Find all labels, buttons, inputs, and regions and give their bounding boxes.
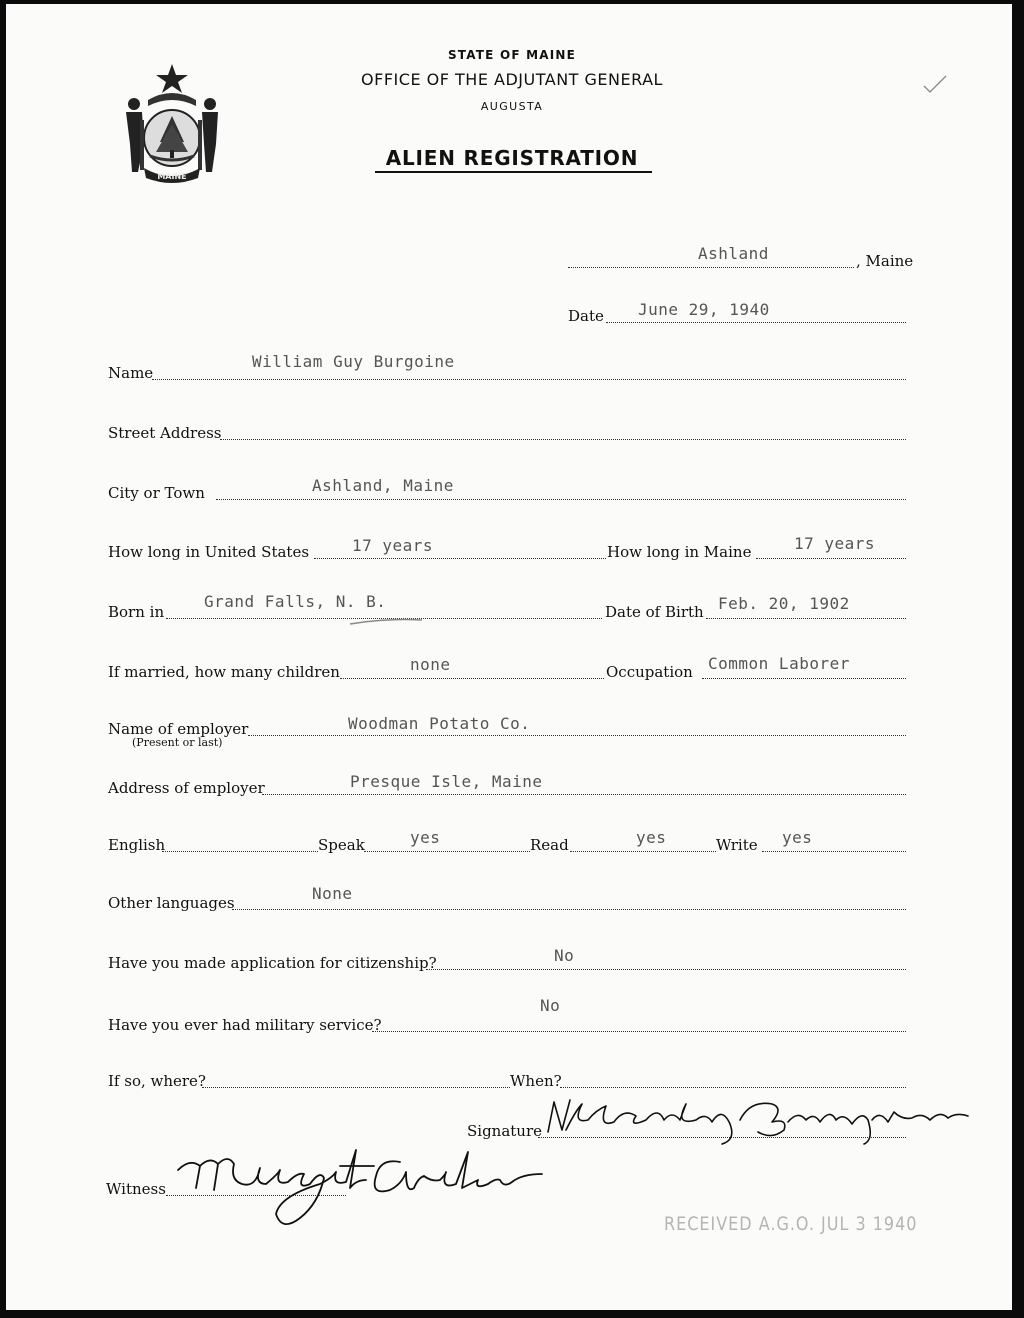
header-office: OFFICE OF THE ADJUTANT GENERAL (361, 70, 663, 89)
signature-text: William Guy Burgoine (536, 1090, 548, 1091)
name-value: William Guy Burgoine (252, 352, 455, 371)
header-city: AUGUSTA (480, 100, 544, 113)
dob-label: Date of Birth (605, 603, 704, 621)
street-label: Street Address (108, 424, 222, 442)
how-long-me-line (756, 558, 906, 559)
street-line (220, 439, 906, 440)
write-line (762, 851, 906, 852)
city-value: Ashland, Maine (312, 476, 454, 495)
military-line (372, 1031, 906, 1032)
how-long-me-label: How long in Maine (607, 543, 752, 561)
when-label: When? (510, 1072, 562, 1090)
dob-line (706, 618, 906, 619)
witness-signature (170, 1144, 550, 1234)
employer-line (248, 735, 906, 736)
children-label: If married, how many children (108, 663, 340, 681)
dob-value: Feb. 20, 1902 (718, 594, 850, 613)
write-label: Write (716, 836, 758, 854)
town-line (568, 267, 854, 268)
other-languages-label: Other languages (108, 894, 235, 912)
when-line (560, 1087, 906, 1088)
employer-address-label: Address of employer (108, 779, 265, 797)
where-label: If so, where? (108, 1072, 206, 1090)
military-value: No (540, 996, 561, 1015)
where-line (202, 1087, 510, 1088)
english-label: English (108, 836, 166, 854)
title-underline (375, 171, 652, 173)
speak-value: yes (410, 828, 441, 847)
speak-line (364, 851, 530, 852)
header-state: STATE OF MAINE (447, 48, 577, 62)
born-label: Born in (108, 603, 165, 621)
other-languages-value: None (312, 884, 353, 903)
employer-value: Woodman Potato Co. (348, 714, 531, 733)
date-value: June 29, 1940 (638, 300, 770, 319)
english-line (162, 851, 318, 852)
employer-sublabel: (Present or last) (132, 736, 223, 749)
witness-text: Margaret Greenlaw (170, 1144, 181, 1145)
how-long-us-label: How long in United States (108, 543, 310, 561)
how-long-us-line (314, 558, 606, 559)
town-value: Ashland (698, 244, 769, 263)
how-long-me-value: 17 years (794, 534, 876, 553)
employer-label: Name of employer (108, 720, 249, 738)
military-label: Have you ever had military service? (108, 1016, 382, 1034)
received-stamp: RECEIVED A.G.O. JUL 3 1940 (664, 1212, 918, 1235)
occupation-value: Common Laborer (708, 654, 850, 673)
read-value: yes (636, 828, 667, 847)
town-suffix-label: , Maine (856, 252, 914, 270)
citizenship-value: No (554, 946, 575, 965)
read-line (570, 851, 716, 852)
citizenship-line (426, 969, 906, 970)
other-languages-line (232, 909, 906, 910)
city-line (216, 499, 906, 500)
witness-label: Witness (106, 1180, 166, 1198)
children-value: none (410, 655, 451, 674)
born-value: Grand Falls, N. B. (204, 592, 387, 611)
name-label: Name (108, 364, 154, 382)
registration-form-page (6, 4, 1012, 1310)
applicant-signature (536, 1090, 976, 1146)
born-underline-mark (346, 614, 426, 628)
name-line (152, 379, 906, 380)
form-title: ALIEN REGISTRATION (385, 146, 639, 170)
occupation-label: Occupation (606, 663, 693, 681)
occupation-line (702, 678, 906, 679)
signature-label: Signature (467, 1122, 543, 1140)
citizenship-label: Have you made application for citizenship? (108, 954, 437, 972)
how-long-us-value: 17 years (352, 536, 434, 555)
read-label: Read (530, 836, 569, 854)
children-line (340, 678, 604, 679)
city-label: City or Town (108, 484, 205, 502)
date-label: Date (568, 307, 604, 325)
speak-label: Speak (318, 836, 365, 854)
date-line (606, 322, 906, 323)
employer-address-value: Presque Isle, Maine (350, 772, 543, 791)
employer-address-line (262, 794, 906, 795)
write-value: yes (782, 828, 813, 847)
seal-scroll-text: MAINE (157, 172, 187, 181)
